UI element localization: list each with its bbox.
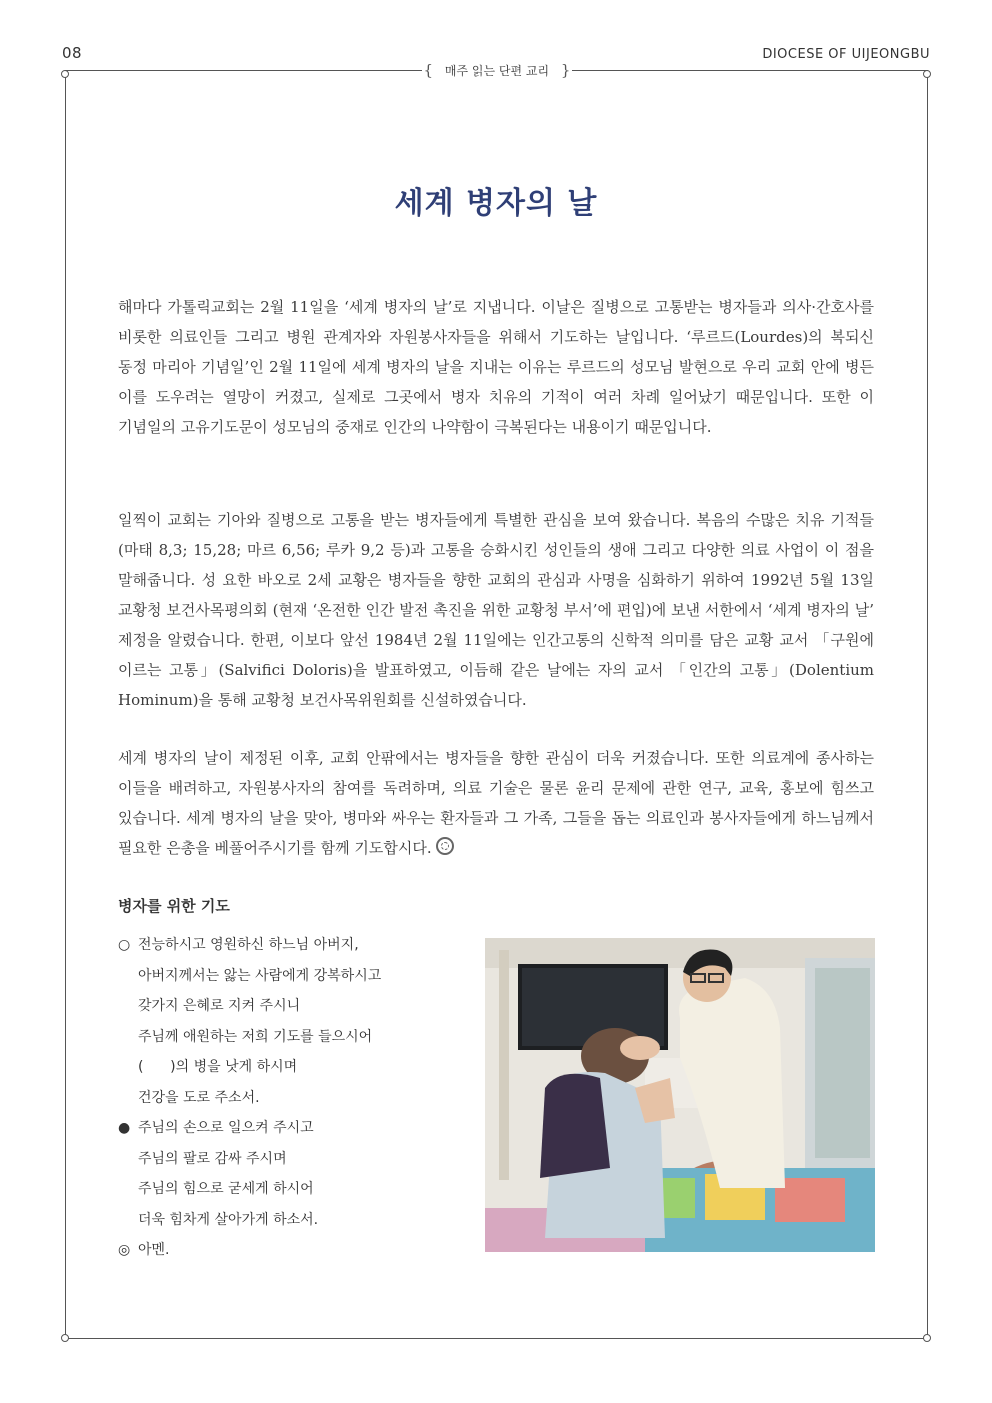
prayer-line: 주님의 팔로 감싸 주시며 — [138, 1150, 287, 1167]
frame-corner-dot-tl — [61, 70, 69, 78]
prayer-line: ◎ 아멘. — [118, 1235, 458, 1266]
prayer-heading: 병자를 위한 기도 — [118, 897, 230, 915]
photo-priest-blessing-patient — [485, 938, 875, 1252]
left-brace-icon: { — [423, 61, 434, 79]
frame-corner-dot-br — [923, 1334, 931, 1342]
prayer-text — [118, 930, 458, 1266]
frame-bottom-line — [65, 1338, 927, 1339]
frame-right-line — [927, 70, 928, 1338]
frame-corner-dot-tr — [923, 70, 931, 78]
prayer-line: ( )의 병을 낫게 하시며 — [138, 1059, 298, 1075]
prayer-line: 건강을 도로 주소서. — [138, 1089, 260, 1106]
paragraph-1: 해마다 가톨릭교회는 2월 11일을 ‘세계 병자의 날’로 지냅니다. 이날은 질병으로 고통받는 병자들과 의사·간호사를 비롯한 의료인들 그리고 병원 관계자와 자원봉사자들을 위해서 기도하는 날입니다. ‘루르드(Lourdes)의 복되신 동정 마리아 기념일’인 2월 11일에 세계 병자의 날을 지내는 이유는 루르드의 성모님 발현으로 우리 교회 안에 병든 이를 도우려는 열망이 커졌고, 실제로 그곳에서 병자 치유의 기적이 여러 차례 일어났기 때문입니다. 또한 이 기념일의 고유기도문이 성모님의 중재로 인간의 나약함이 극복된다는 내용이기 때문입니다. — [118, 298, 874, 436]
people-mark-icon: ● — [118, 1120, 131, 1136]
series-title: 매주 읽는 단편 교리 — [444, 64, 550, 78]
diocese-label: DIOCESE OF UIJEONGBU — [762, 47, 930, 62]
paragraph-3-text: 세계 병자의 날이 제정된 이후, 교회 안팎에서는 병자들을 향한 관심이 더욱 커졌습니다. 또한 의료계에 종사하는 이들을 배려하고, 자원봉사자의 참여를 독려하며, 의료 기술은 물론 윤리 문제에 관한 연구, 교육, 홍보에 힘쓰고 있습니다. 세계 병자의 날을 맞아, 병마와 싸우는 환자들과 그 가족, 그들을 돕는 의료인과 봉사자들에게 하느님께서 필요한 은총을 베풀어주시기를 함께 기도합시다. — [118, 749, 874, 857]
prayer-line: 주님의 힘으로 굳세게 하시어 — [138, 1181, 314, 1197]
frame-corner-dot-bl — [61, 1334, 69, 1342]
prayer-line: 더욱 힘차게 살아가게 하소서. — [138, 1211, 319, 1228]
prayer-line: 주님께 애원하는 저희 기도를 들으시어 — [138, 1028, 373, 1045]
series-label — [422, 60, 572, 80]
prayer-line: ● 주님의 손으로 일으켜 주시고 — [118, 1113, 458, 1144]
paragraph-2: 일찍이 교회는 기아와 질병으로 고통을 받는 병자들에게 특별한 관심을 보여 왔습니다. 복음의 수많은 치유 기적들(마태 8,3; 15,28; 마르 6,56; 루카 9,2 등)과 고통을 승화시킨 성인들의 생애 그리고 다양한 의료 사업이 이 점을 말해줍니다. 성 요한 바오로 2세 교황은 병자들을 향한 교회의 관심과 사명을 심화하기 위하여 1992년 5월 13일 교황청 보건사목평의회 (현재 ‘온전한 인간 발전 촉진을 위한 교황청 부서’에 편입)에 보낸 서한에서 ‘세계 병자의 날’ 제정을 알렸습니다. 한편, 이보다 앞선 1984년 2월 11일에는 인간고통의 신학적 의미를 담은 교황 교서 「구원에 이르는 고통」(Salvifici Doloris)을 발표하였고, 이듬해 같은 날에는 자의 교서 「인간의 고통」(Dolentium Hominum)을 통해 교황청 보건사목위원회를 신설하였습니다. — [118, 511, 874, 709]
prayer-line: 갖가지 은혜로 지켜 주시니 — [138, 998, 301, 1014]
paragraph-3 — [118, 743, 874, 863]
all-mark-icon: ◎ — [118, 1242, 131, 1258]
page-number: 08 — [62, 44, 83, 62]
prayer-line: ○ 전능하시고 영원하신 하느님 아버지, — [118, 930, 458, 961]
page-title: 세계 병자의 날 — [394, 186, 598, 221]
leader-mark-icon: ○ — [118, 937, 131, 953]
prayer-line: 아버지께서는 앓는 사람에게 강복하시고 — [138, 967, 382, 984]
photo-illustration — [485, 938, 875, 1252]
rosette-icon — [436, 837, 454, 855]
frame-left-line — [65, 70, 66, 1338]
right-brace-icon: } — [560, 61, 571, 79]
